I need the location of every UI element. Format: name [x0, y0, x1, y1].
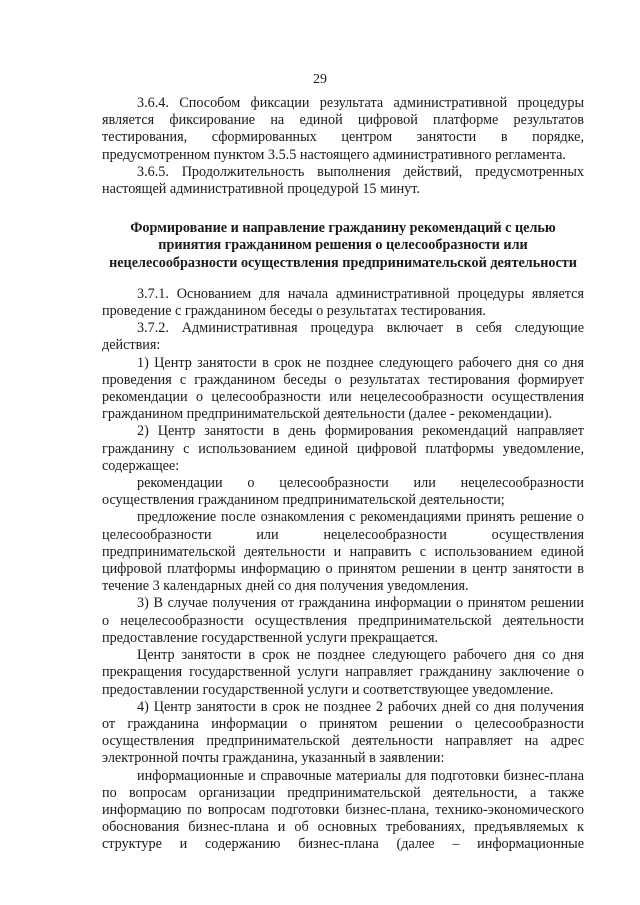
paragraph-3-6-5: 3.6.5. Продолжительность выполнения действий, предусмотренных настоящей административной процедурой 15 минут. — [102, 163, 584, 198]
list-item-3: 3) В случае получения от гражданина информации о принятом решении о нецелесообразности осуществления предпринимательской деятельности предоставление государственной услуги прекращается. — [102, 595, 584, 646]
list-item-1: 1) Центр занятости в срок не позднее следующего рабочего дня со дня проведения с гражданином беседы о результатах тестирования формирует рекомендации о целесообразности или нецелесообразности осуществления гражданином предпринимательской деятельности (далее - рекомендации). — [102, 354, 584, 423]
paragraph-information-materials: информационные и справочные материалы для подготовки бизнес-плана по вопросам организации предпринимательской деятельности, а также информацию по вопросам подготовки бизнес-плана, технико-экономического обоснования бизнес-плана и об основных требованиях, предъявляемых к структуре и содержанию бизнес-плана (далее – информационные — [102, 767, 584, 853]
list-item-4: 4) Центр занятости в срок не позднее 2 рабочих дней со дня получения от гражданина информации о принятом решении о целесообразности осуществления предпринимательской деятельности направляет на адрес электронной почты гражданина, указанный в заявлении: — [102, 698, 584, 767]
section-heading: Формирование и направление гражданину рекомендаций с целью принятия гражданином решения о целесообразности или нецелесообразности осуществления предпринимательской деятельности — [109, 220, 577, 271]
list-item-2: 2) Центр занятости в день формирования рекомендаций направляет гражданину с использованием единой цифровой платформы уведомление, содержащее: — [102, 423, 584, 474]
page-content — [102, 95, 584, 854]
paragraph-3-7-1: 3.7.1. Основанием для начала административной процедуры является проведение с гражданином беседы о результатах тестирования. — [102, 285, 584, 320]
page-number: 29 — [313, 72, 327, 87]
notification-content-proposal: предложение после ознакомления с рекомендациями принять решение о целесообразности или нецелесообразности осуществления предпринимательской деятельности и направить с использованием единой цифровой платформы информацию о принятом решении в центр занятости в течение 3 календарных дней со дня получения уведомления. — [102, 509, 584, 595]
notification-content-recommendations: рекомендации о целесообразности или нецелесообразности осуществления гражданином предпринимательской деятельности; — [102, 475, 584, 509]
paragraph-termination-notice: Центр занятости в срок не позднее следующего рабочего дня со дня прекращения государственной услуги направляет гражданину заключение о предоставлении государственной услуги и соответствующее уведомление. — [102, 647, 584, 698]
paragraph-3-6-4: 3.6.4. Способом фиксации результата административной процедуры является фиксирование на единой цифровой платформе результатов тестирования, сформированных центром занятости в порядке, предусмотренном пунктом 3.5.5 настоящего административного регламента. — [102, 95, 584, 163]
paragraph-3-7-2: 3.7.2. Административная процедура включает в себя следующие действия: — [102, 320, 584, 354]
